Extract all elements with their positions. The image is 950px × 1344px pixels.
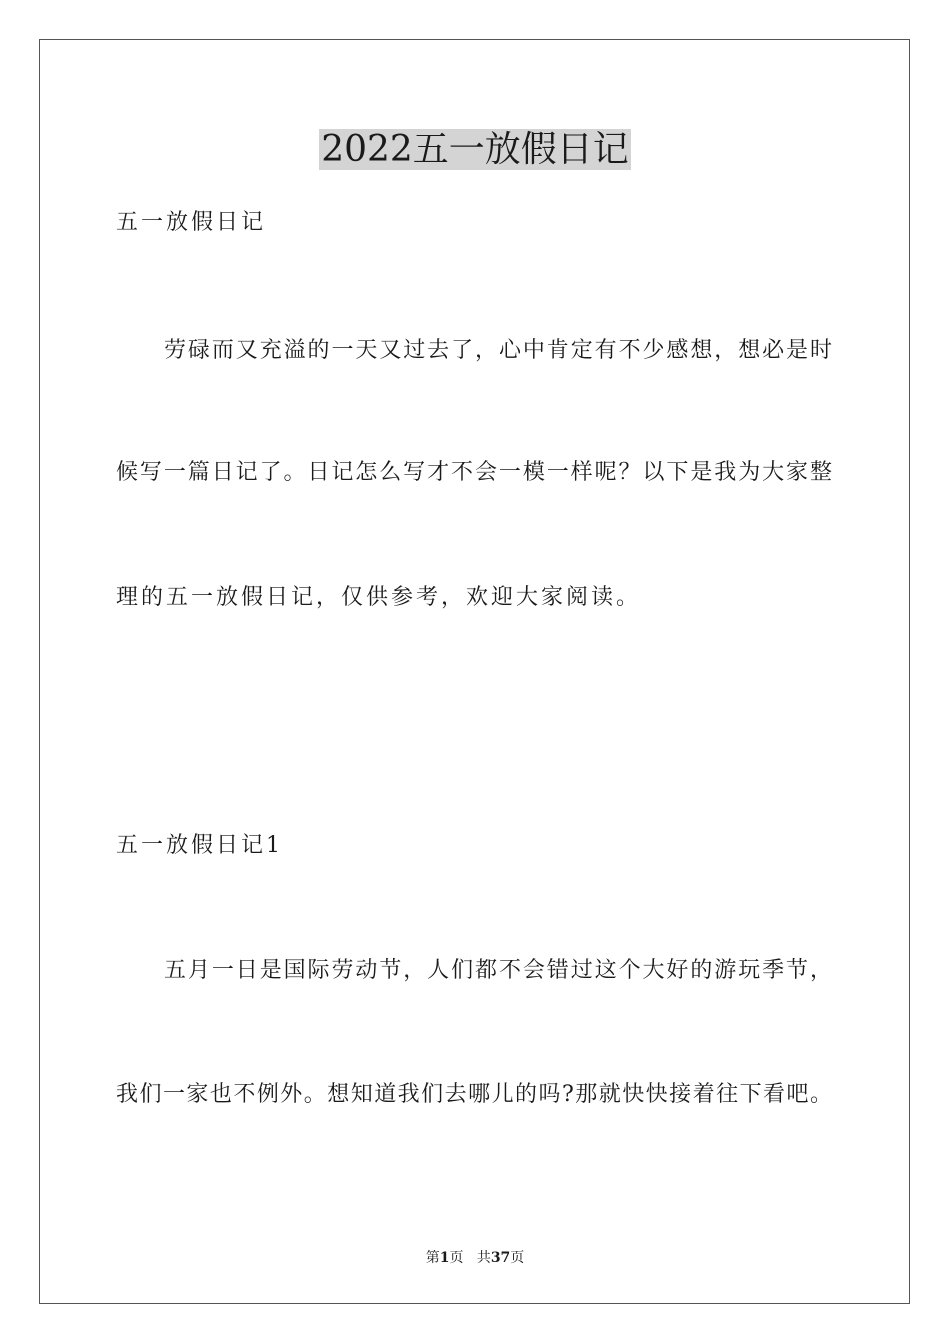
- footer-total-suffix: 页: [510, 1250, 525, 1266]
- intro-heading: 五一放假日记: [116, 210, 267, 235]
- section-1-paragraph-line-1: 五月一日是国际劳动节，人们都不会错过这个大好的游玩季节，: [164, 958, 832, 983]
- intro-paragraph-line-1: 劳碌而又充溢的一天又过去了，心中肯定有不少感想，想必是时: [164, 338, 832, 363]
- section-1-heading: 五一放假日记1: [116, 833, 283, 858]
- document-title-text: 2022五一放假日记: [321, 129, 629, 170]
- intro-paragraph-line-2: 候写一篇日记了。日记怎么写才不会一模一样呢？以下是我为大家整: [116, 460, 832, 485]
- page-footer: [0, 1248, 950, 1268]
- section-1-paragraph-line-2: 我们一家也不例外。想知道我们去哪儿的吗?那就快快接着往下看吧。: [116, 1082, 832, 1107]
- footer-page-suffix: 页: [449, 1250, 464, 1266]
- footer-prefix: 第: [425, 1250, 440, 1266]
- intro-paragraph-line-3: 理的五一放假日记，仅供参考，欢迎大家阅读。: [116, 585, 642, 610]
- footer-total-prefix: 共: [476, 1250, 491, 1266]
- footer-total-pages: 37: [490, 1250, 511, 1266]
- document-title: [0, 128, 950, 172]
- footer-page-number: 1: [439, 1250, 450, 1266]
